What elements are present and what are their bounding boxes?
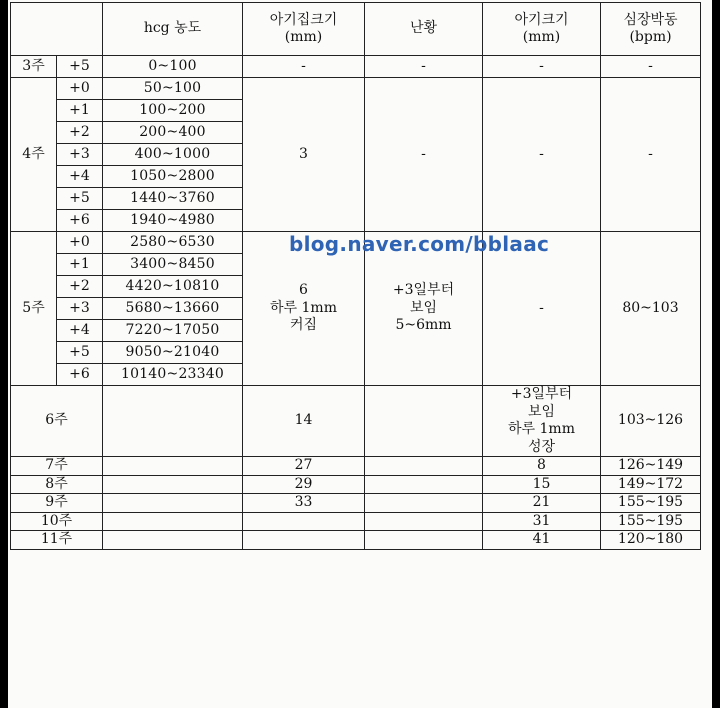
day-label: +2	[57, 122, 103, 144]
baby-value: 21	[483, 494, 601, 513]
hcg-value: 200~400	[103, 122, 243, 144]
hcg-value: 4420~10810	[103, 276, 243, 298]
day-label: +0	[57, 232, 103, 254]
yolk-value: -	[365, 78, 483, 232]
day-label: +6	[57, 210, 103, 232]
cell-line: 6	[299, 282, 308, 299]
baby-value: -	[483, 232, 601, 386]
heart-value: 120~180	[601, 531, 701, 550]
heart-value: 149~172	[601, 475, 701, 494]
table-body	[11, 56, 701, 550]
header-heart-line1: 심장박동	[623, 11, 678, 28]
sac-value: 3	[243, 78, 365, 232]
baby-value: -	[483, 78, 601, 232]
table-row	[11, 78, 701, 100]
yolk-value	[365, 232, 483, 386]
cell-line: 보임	[527, 403, 556, 420]
table-row	[11, 494, 701, 513]
week-label: 10주	[11, 512, 103, 531]
week-label: 6주	[11, 386, 103, 457]
table-row	[11, 512, 701, 531]
header-yolk-line1: 난황	[409, 20, 438, 37]
table-header-row	[11, 3, 701, 56]
day-label: +1	[57, 100, 103, 122]
baby-value: 41	[483, 531, 601, 550]
day-label: +0	[57, 78, 103, 100]
baby-value: -	[483, 56, 601, 78]
cell-line: 성장	[527, 438, 556, 455]
sac-value	[243, 232, 365, 386]
hcg-value: 3400~8450	[103, 254, 243, 276]
header-baby-line1: 아기크기	[514, 11, 569, 28]
table-row	[11, 457, 701, 476]
header-week	[11, 3, 103, 56]
day-label: +5	[57, 56, 103, 78]
yolk-value	[365, 512, 483, 531]
yolk-value	[365, 475, 483, 494]
day-label: +2	[57, 276, 103, 298]
heart-value: 155~195	[601, 512, 701, 531]
day-label: +4	[57, 320, 103, 342]
heart-value: 103~126	[601, 386, 701, 457]
sac-value: 33	[243, 494, 365, 513]
sac-value: 14	[243, 386, 365, 457]
header-sac-line1: 아기집크기	[269, 11, 338, 28]
sac-value	[243, 531, 365, 550]
baby-value: 31	[483, 512, 601, 531]
week-label: 7주	[11, 457, 103, 476]
cell-line: 하루 1mm	[270, 299, 337, 316]
hcg-value	[103, 512, 243, 531]
cell-line: 커짐	[289, 317, 318, 334]
day-label: +4	[57, 166, 103, 188]
header-heartbeat	[601, 3, 701, 56]
day-label: +3	[57, 144, 103, 166]
week-label: 5주	[11, 232, 57, 386]
cell-line: 5~6mm	[395, 317, 452, 334]
heart-value: 126~149	[601, 457, 701, 476]
header-baby-line2: (mm)	[522, 29, 561, 45]
yolk-value	[365, 531, 483, 550]
table-sheet	[8, 0, 712, 708]
hcg-value: 0~100	[103, 56, 243, 78]
hcg-value: 100~200	[103, 100, 243, 122]
table-row	[11, 56, 701, 78]
week-label: 11주	[11, 531, 103, 550]
week-label: 3주	[11, 56, 57, 78]
week-label: 8주	[11, 475, 103, 494]
hcg-value	[103, 531, 243, 550]
pregnancy-reference-table	[10, 2, 701, 550]
yolk-value	[365, 386, 483, 457]
heart-value: 155~195	[601, 494, 701, 513]
yolk-value: -	[365, 56, 483, 78]
week-label: 9주	[11, 494, 103, 513]
header-hcg	[103, 3, 243, 56]
baby-value	[483, 386, 601, 457]
day-label: +1	[57, 254, 103, 276]
header-hcg-line1: hcg 농도	[143, 20, 202, 37]
day-label: +6	[57, 364, 103, 386]
sac-value: -	[243, 56, 365, 78]
hcg-value: 5680~13660	[103, 298, 243, 320]
baby-value: 8	[483, 457, 601, 476]
hcg-value: 1050~2800	[103, 166, 243, 188]
yolk-value	[365, 457, 483, 476]
hcg-value: 1440~3760	[103, 188, 243, 210]
day-label: +3	[57, 298, 103, 320]
day-label: +5	[57, 342, 103, 364]
header-gestational-sac	[243, 3, 365, 56]
header-yolk-sac	[365, 3, 483, 56]
table-row	[11, 232, 701, 254]
heart-value: -	[601, 56, 701, 78]
hcg-value	[103, 475, 243, 494]
cell-line: 하루 1mm	[508, 421, 575, 437]
watermark-blog-url: blog.naver.com/bblaac	[289, 232, 550, 256]
hcg-value	[103, 494, 243, 513]
hcg-value: 7220~17050	[103, 320, 243, 342]
yolk-value	[365, 494, 483, 513]
table-row	[11, 386, 701, 457]
hcg-value: 400~1000	[103, 144, 243, 166]
header-sac-line2: (mm)	[284, 29, 323, 45]
hcg-value: 1940~4980	[103, 210, 243, 232]
hcg-value: 10140~23340	[103, 364, 243, 386]
sac-value: 29	[243, 475, 365, 494]
header-baby-size	[483, 3, 601, 56]
heart-value: 80~103	[601, 232, 701, 386]
hcg-value	[103, 386, 243, 457]
table-row	[11, 475, 701, 494]
sac-value	[243, 512, 365, 531]
cell-line: 보임	[409, 299, 438, 316]
cell-line: +3일부터	[392, 282, 455, 299]
cell-line: +3일부터	[510, 386, 573, 402]
sac-value: 27	[243, 457, 365, 476]
baby-value: 15	[483, 475, 601, 494]
hcg-value: 9050~21040	[103, 342, 243, 364]
week-label: 4주	[11, 78, 57, 232]
day-label: +5	[57, 188, 103, 210]
hcg-value: 2580~6530	[103, 232, 243, 254]
heart-value: -	[601, 78, 701, 232]
hcg-value	[103, 457, 243, 476]
hcg-value: 50~100	[103, 78, 243, 100]
table-row	[11, 531, 701, 550]
header-heart-line2: (bpm)	[629, 29, 672, 45]
